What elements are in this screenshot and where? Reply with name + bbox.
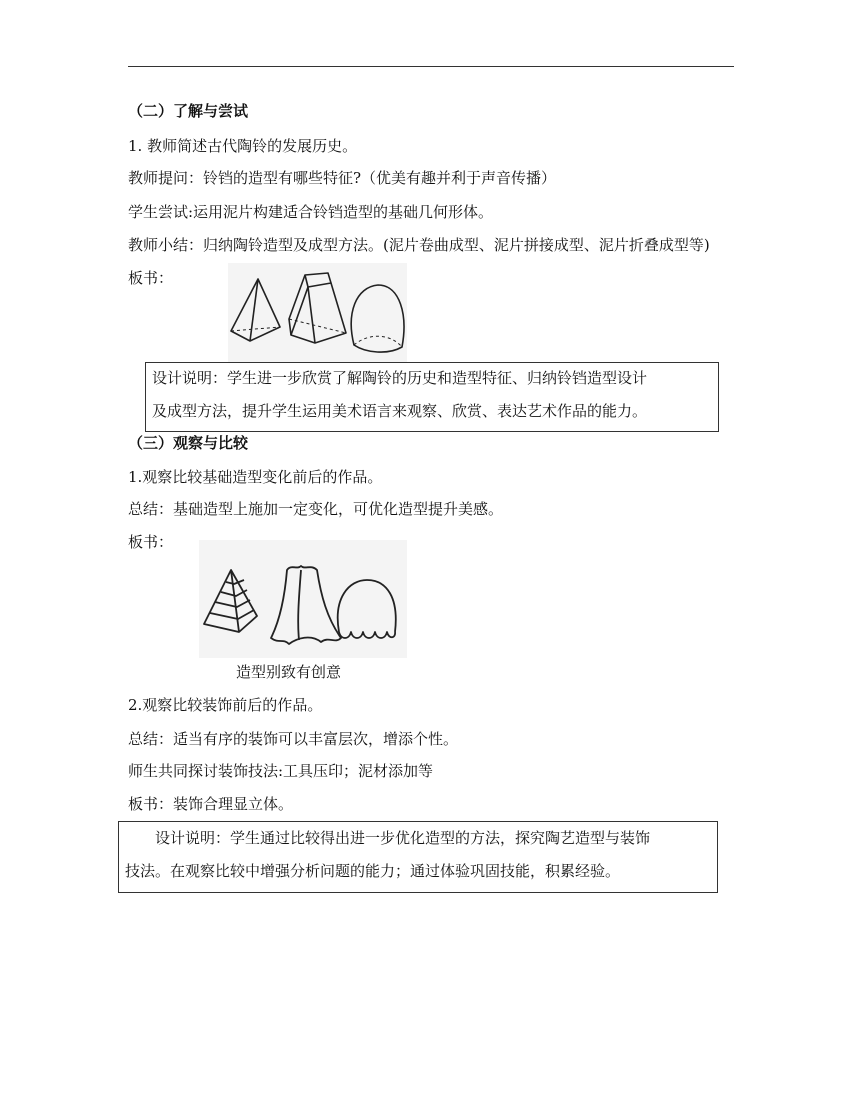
design-note-line: 技法。在观察比较中增强分析问题的能力；通过体验巩固技能，积累经验。: [125, 862, 621, 880]
basic-forms-drawing: [228, 263, 407, 363]
paragraph-line: 教师小结：归纳陶铃造型及成型方法。(泥片卷曲成型、泥片拼接成型、泥片折叠成型等): [128, 236, 710, 254]
varied-forms-image: [199, 540, 407, 658]
paragraph-line: 1. 教师简述古代陶铃的发展历史。: [128, 137, 358, 155]
design-note-line: 设计说明：学生通过比较得出进一步优化造型的方法，探究陶艺造型与装饰: [155, 829, 651, 847]
varied-forms-drawing: [199, 540, 407, 658]
paragraph-line: 2.观察比较装饰前后的作品。: [128, 696, 323, 714]
paragraph-line: 教师提问：铃铛的造型有哪些特征?（优美有趣并利于声音传播）: [128, 169, 557, 187]
design-note-line: 及成型方法，提升学生运用美术语言来观察、欣赏、表达艺术作品的能力。: [152, 402, 648, 420]
section-heading-3: （三）观察与比较: [128, 434, 249, 452]
paragraph-line: 板书：: [128, 269, 174, 287]
basic-forms-image: [228, 263, 407, 363]
paragraph-line: 1.观察比较基础造型变化前后的作品。: [128, 468, 383, 486]
header-rule: [128, 66, 734, 67]
paragraph-line: 总结：适当有序的装饰可以丰富层次，增添个性。: [128, 730, 459, 748]
section-heading-2: （二）了解与尝试: [128, 102, 249, 120]
paragraph-line: 学生尝试:运用泥片构建适合铃铛造型的基础几何形体。: [128, 203, 494, 221]
design-note-line: 设计说明：学生进一步欣赏了解陶铃的历史和造型特征、归纳铃铛造型设计: [152, 369, 648, 387]
design-note-box: [145, 362, 719, 432]
paragraph-line: 板书：装饰合理显立体。: [128, 795, 294, 813]
paragraph-line: 师生共同探讨装饰技法:工具压印；泥材添加等: [128, 762, 434, 780]
paragraph-line: 板书：: [128, 533, 174, 551]
design-note-box: [118, 821, 718, 893]
paragraph-line: 总结：基础造型上施加一定变化，可优化造型提升美感。: [128, 500, 504, 518]
image-caption: 造型别致有创意: [236, 663, 342, 681]
